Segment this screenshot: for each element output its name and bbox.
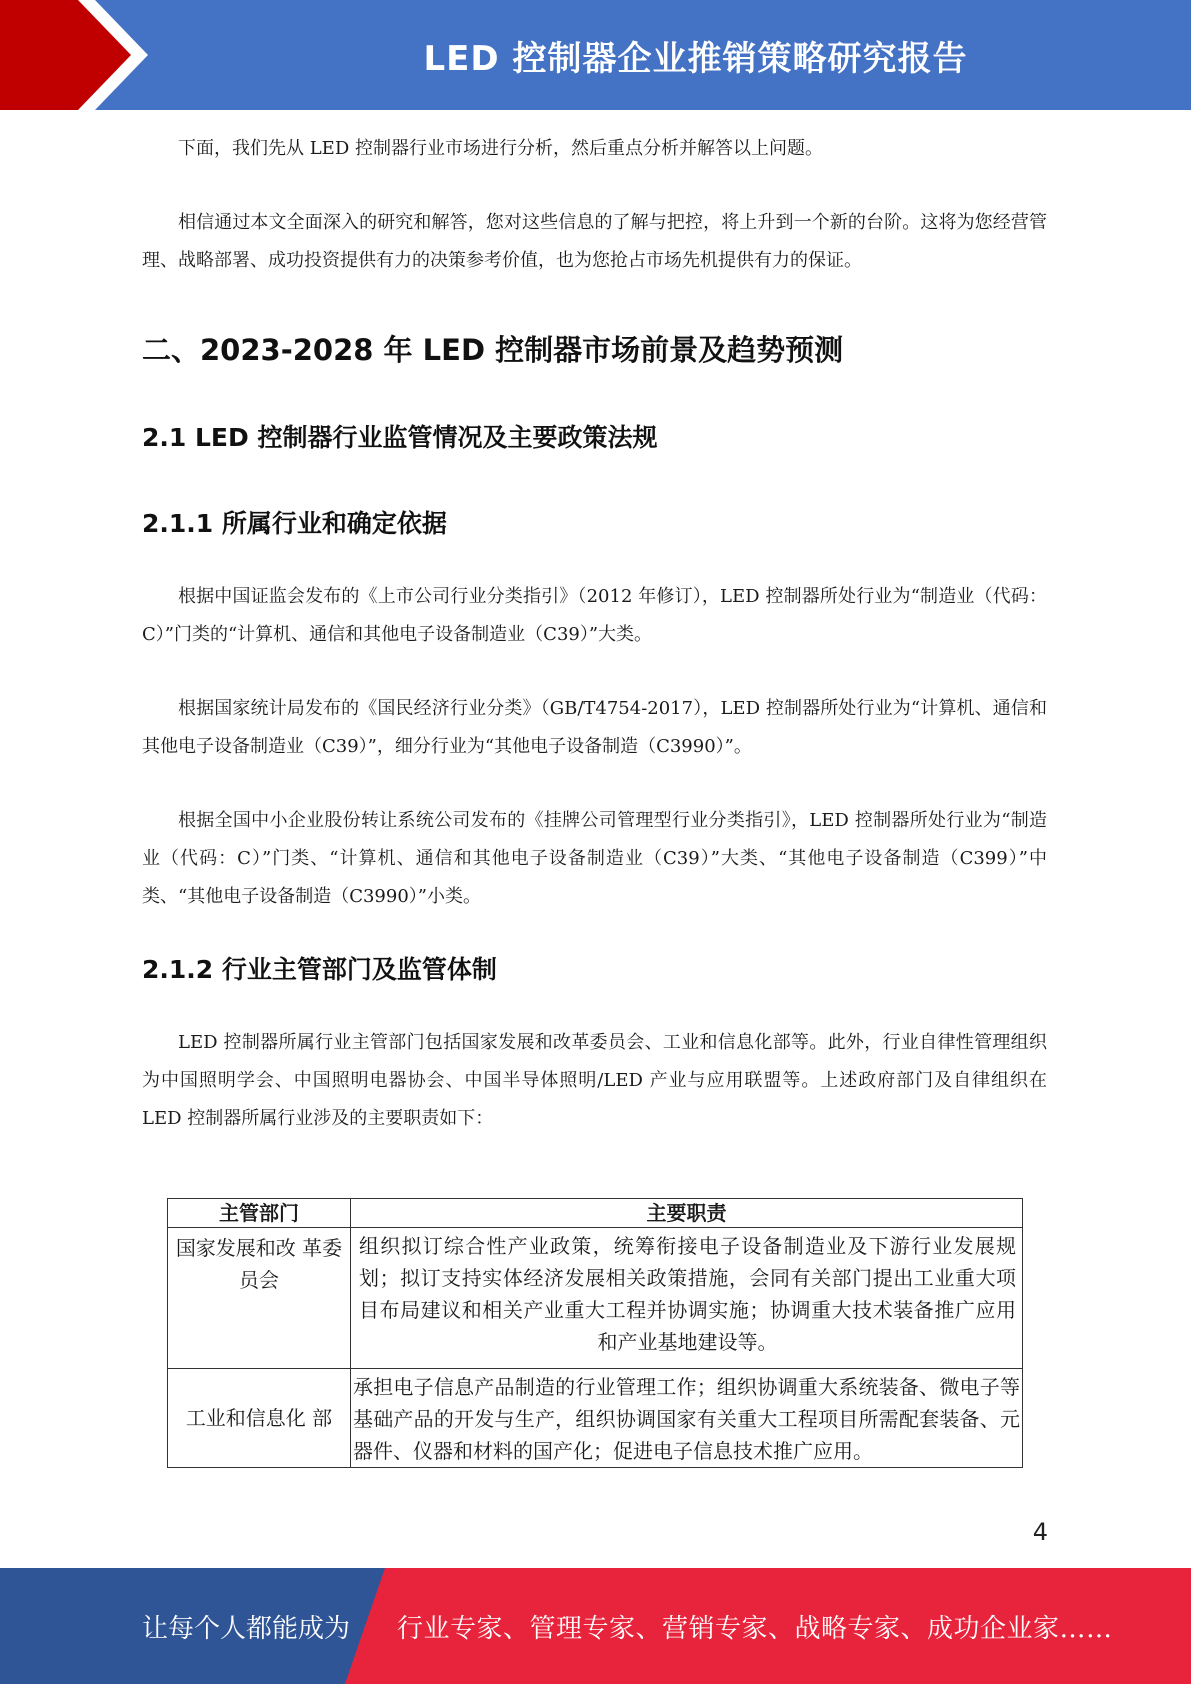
footer-slogan-right: 行业专家、管理专家、营销专家、战略专家、成功企业家…… (397, 1613, 1113, 1644)
footer-slogan-left: 让每个人都能成为 (142, 1613, 351, 1644)
subsection-2-1-1-heading: 2.1.1 所属行业和确定依据 (142, 509, 447, 538)
paragraph-basis-3: 根据全国中小企业股份转让系统公司发布的《挂牌公司管理型行业分类指引》，LED 控制器所处行业为“制造业（代码：C）”门类、“计算机、通信和其他电子设备制造业（C39）”大类、“其他电子设备制造（C399）”中类、“其他电子设备制造（C3990）”小类。 (142, 810, 1047, 907)
table-page-cut (160, 1496, 1040, 1516)
page-number: 4 (1032, 1518, 1048, 1546)
report-title: LED 控制器企业推销策略研究报告 (423, 38, 968, 79)
table-cell-dept: 工业和信息化 部 (168, 1369, 351, 1468)
paragraph-intro-1: 下面，我们先从 LED 控制器行业市场进行分析，然后重点分析并解答以上问题。 (178, 138, 823, 159)
paragraph-intro-2: 相信通过本文全面深入的研究和解答，您对这些信息的了解与把控，将上升到一个新的台阶。这将为您经营管理、战略部署、成功投资提供有力的决策参考价值，也为您抢占市场先机提供有力的保证。 (142, 212, 1047, 271)
header-arrow-decoration (0, 0, 200, 110)
table-cell-duty: 组织拟订综合性产业政策，统筹衔接电子设备制造业及下游行业发展规划；拟订支持实体经济发展相关政策措施，会同有关部门提出工业重大项目布局建议和相关产业重大工程并协调实施；协调重大技术装备推广应用和产业基地建设等。 (351, 1228, 1023, 1369)
paragraph-basis-2: 根据国家统计局发布的《国民经济行业分类》（GB/T4754-2017），LED 控制器所处行业为“计算机、通信和其他电子设备制造业（C39）”，细分行业为“其他电子设备制造（C3990）”。 (142, 698, 1047, 757)
table-row (168, 1369, 1023, 1468)
table-cell-dept: 国家发展和改 革委员会 (168, 1228, 351, 1369)
page-header (0, 0, 1191, 110)
regulator-duty-table (167, 1198, 1023, 1468)
table-header-dept: 主管部门 (168, 1199, 351, 1228)
table-cell-duty: 承担电子信息产品制造的行业管理工作；组织协调重大系统装备、微电子等基础产品的开发与生产，组织协调国家有关重大工程项目所需配套装备、元器件、仪器和材料的国产化；促进电子信息技术推广应用。 (351, 1369, 1023, 1468)
document-body (142, 130, 1047, 1138)
paragraph-basis-1: 根据中国证监会发布的《上市公司行业分类指引》（2012 年修订），LED 控制器所处行业为“制造业（代码：C）”门类的“计算机、通信和其他电子设备制造业（C39）”大类。 (142, 586, 1047, 645)
table-row (168, 1228, 1023, 1369)
table-header-row (168, 1199, 1023, 1228)
paragraph-regulator: LED 控制器所属行业主管部门包括国家发展和改革委员会、工业和信息化部等。此外，行业自律性管理组织为中国照明学会、中国照明电器协会、中国半导体照明/LED 产业与应用联盟等。上述政府部门及自律组织在 LED 控制器所属行业涉及的主要职责如下： (142, 1032, 1047, 1129)
section-2-heading: 二、2023-2028 年 LED 控制器市场前景及趋势预测 (142, 333, 844, 367)
subsection-2-1-heading: 2.1 LED 控制器行业监管情况及主要政策法规 (142, 423, 658, 452)
table-header-duty: 主要职责 (351, 1199, 1023, 1228)
subsection-2-1-2-heading: 2.1.2 行业主管部门及监管体制 (142, 955, 497, 984)
page-footer (0, 1568, 1191, 1684)
